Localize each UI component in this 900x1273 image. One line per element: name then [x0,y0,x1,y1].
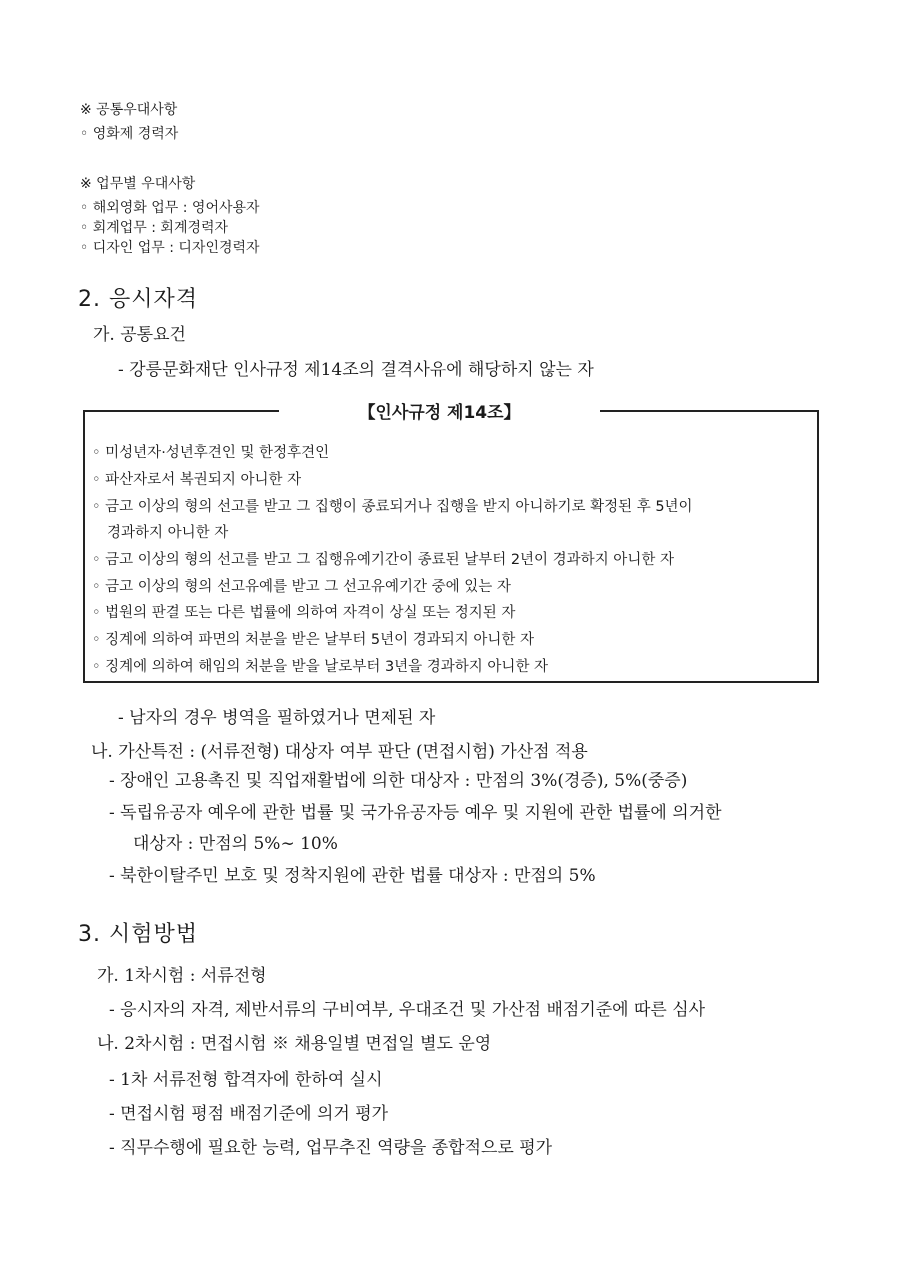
section-2-sub-a-item: - 강릉문화재단 인사규정 제14조의 결격사유에 해당하지 않는 자 [118,360,594,380]
regulation-item: ◦ 금고 이상의 형의 선고를 받고 그 집행이 종료되거나 집행을 받지 아니하기로 확정된 후 5년이 [92,499,693,515]
job-preference-item: ◦ 디자인 업무 : 디자인경력자 [80,240,260,256]
section-3-title: 3. 시험방법 [78,922,198,947]
section-3-sub-a-item: - 응시자의 자격, 제반서류의 구비여부, 우대조건 및 가산점 배점기준에 따른 심사 [109,1000,706,1020]
section-3-sub-b-item: - 직무수행에 필요한 능력, 업무추진 역량을 종합적으로 평가 [109,1138,553,1158]
job-preference-item: ◦ 회계업무 : 회계경력자 [80,220,229,236]
section-3-sub-a: 가. 1차시험 : 서류전형 [97,966,267,986]
regulation-box-title: 【인사규정 제14조】 [358,403,521,423]
box-top-border-right [600,410,819,412]
regulation-item: ◦ 금고 이상의 형의 선고를 받고 그 집행유예기간이 종료된 날부터 2년이 경과하지 아니한 자 [92,552,674,568]
section-2-sub-a: 가. 공통요건 [93,325,186,345]
regulation-item: ◦ 파산자로서 복권되지 아니한 자 [92,472,302,488]
box-top-border-left [83,410,279,412]
section-3-sub-b-item: - 1차 서류전형 합격자에 한하여 실시 [109,1070,383,1090]
section-3-sub-b-item: - 면접시험 평점 배점기준에 의거 평가 [109,1104,389,1124]
section-2-sub-b-item: - 독립유공자 예우에 관한 법률 및 국가유공자등 예우 및 지원에 관한 법률에 의거한 [109,803,722,823]
section-2-sub-b: 나. 가산특전 : (서류전형) 대상자 여부 판단 (면접시험) 가산점 적용 [91,742,588,762]
common-preference-heading: ※ 공통우대사항 [80,102,178,118]
regulation-item: ◦ 미성년자·성년후견인 및 한정후견인 [92,445,330,461]
section-2-title: 2. 응시자격 [78,287,198,312]
section-2-sub-b-item-continuation: 대상자 : 만점의 5%∼ 10% [133,834,338,854]
section-2-sub-b-item: - 장애인 고용촉진 및 직업재활법에 의한 대상자 : 만점의 3%(경증), 5%(중증) [109,771,688,791]
regulation-item: ◦ 징계에 의하여 해임의 처분을 받을 날로부터 3년을 경과하지 아니한 자 [92,659,549,675]
regulation-item: ◦ 징계에 의하여 파면의 처분을 받은 날부터 5년이 경과되지 아니한 자 [92,632,535,648]
section-2-sub-b-item: - 북한이탈주민 보호 및 정착지원에 관한 법률 대상자 : 만점의 5% [109,866,596,886]
regulation-item: ◦ 금고 이상의 형의 선고유예를 받고 그 선고유예기간 중에 있는 자 [92,579,511,595]
job-preference-heading: ※ 업무별 우대사항 [80,176,196,192]
common-preference-item: ◦ 영화제 경력자 [80,126,179,142]
regulation-item-continuation: 경과하지 아니한 자 [107,525,229,541]
job-preference-item: ◦ 해외영화 업무 : 영어사용자 [80,200,260,216]
regulation-item: ◦ 법원의 판결 또는 다른 법률에 의하여 자격이 상실 또는 정지된 자 [92,605,516,621]
section-3-sub-b: 나. 2차시험 : 면접시험 ※ 채용일별 면접일 별도 운영 [97,1034,492,1054]
section-2-sub-a-item-2: - 남자의 경우 병역을 필하였거나 면제된 자 [118,708,436,728]
